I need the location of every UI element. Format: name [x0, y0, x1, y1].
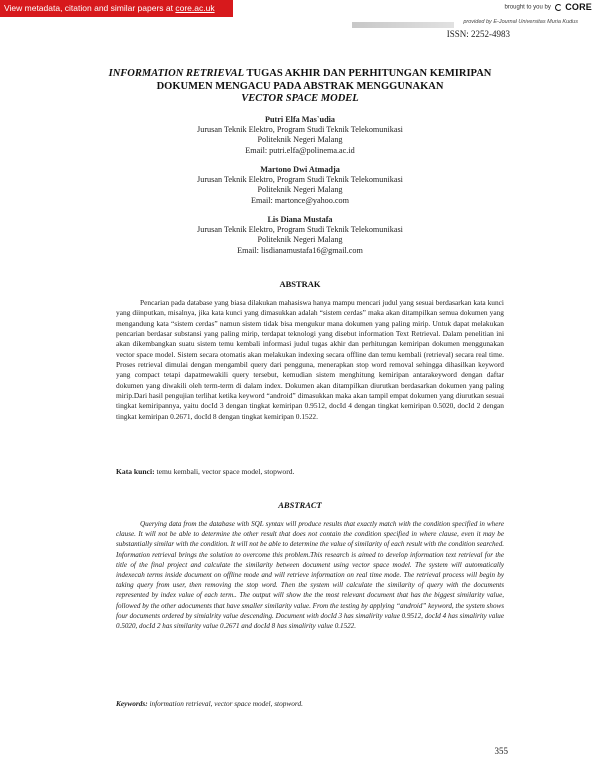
title-italic-2: VECTOR SPACE MODEL: [241, 93, 359, 104]
core-banner: [0, 0, 600, 20]
brought-by-text: brought to you by: [504, 4, 551, 11]
paper-title: [60, 68, 540, 106]
core-metadata-link[interactable]: [0, 0, 233, 17]
author-email: Email: putri.elfa@polinema.ac.id: [245, 145, 355, 155]
abstrak-heading: ABSTRAK: [279, 279, 321, 289]
core-metadata-text: View metadata, citation and similar papers at: [4, 3, 173, 13]
author-dept: Jurusan Teknik Elektro, Program Studi Teknik Telekomunikasi: [197, 225, 403, 235]
author-email: Email: martonce@yahoo.com: [250, 195, 350, 205]
author-name: Lis Diana Mustafa: [267, 215, 333, 224]
keywords-text: information retrieval, vector space model, stopword.: [149, 699, 303, 708]
author-name: Putri Elfa Mas`udia: [264, 115, 336, 124]
author-institution: Politeknik Negeri Malang: [257, 185, 343, 195]
title-line-1: [60, 68, 540, 81]
keywords-text: temu kembali, vector space model, stopword.: [156, 467, 295, 476]
abstrak-keywords: [116, 467, 504, 476]
author-name: Martono Dwi Atmadja: [260, 165, 340, 174]
author-block: [120, 115, 480, 156]
author-block: [120, 165, 480, 206]
author-dept: Jurusan Teknik Elektro, Program Studi Teknik Telekomunikasi: [197, 125, 403, 135]
core-brand[interactable]: [504, 2, 592, 12]
abstrak-text: Pencarian pada database yang biasa dilakukan mahasiswa hanya mampu mencari judul yang sesuai berdasarkan kata kunci yang diinputkan, misalnya, jika kata kunci yang dimasukkan adalah “sistem cerdas” maka akan ditampilkan semua dokumen yang mengandung kata “sistem cerdas” namun sistem tidak bisa mengukur mana dokumen yang paling mirip. Untuk dapat melakukan pencarian berdasar substansi yang paling mirip, terdapat teknologi yang disebut information Text Retrieval. Dalam penelitian ini akan dikembangkan suatu sistem temu kembali informasi judul tugas akhir dan perhitungan kemiripan dokumen menggunakan vector space model. Sistem secara otomatis akan melakukan indexing secara offline dan temu kembali (retrieval) secara real time. Proses retrieval dimulai dengan mengambil query dari pengguna, menerapkan stop word removal sehingga dihasilkan keyword yang compact tetapi dapatmewakili query tersebut, kemudian sistem menghitung kemiripan antarakeyword dengan daftar dokumen yang diwakili oleh term-term di dalam index. Dokumen akan ditampilkan diurutkan berdasarkan dokumen yang paling mirip.Dari hasil pengujian terlihat ketika keyword “android” dimasukkan maka akan tampil empat dokumen yang diurutkan sesuai tingkat kemiripannya, yaitu docId 3 dengan tingkat kemiripan 0.9512, docId 4 dengan tingkat kemiripan 0.5020, docId 2 dengan tingkat kemiripan 0.2671, docId 8 dengan tingkat kemiripan 0.1522.: [116, 298, 504, 421]
abstract-keywords: [116, 699, 504, 708]
keywords-label: Kata kunci:: [116, 467, 155, 476]
title-rest: TUGAS AKHIR DAN PERHITUNGAN KEMIRIPAN: [246, 68, 492, 79]
title-italic: INFORMATION RETRIEVAL: [108, 68, 245, 79]
core-label: CORE: [565, 2, 592, 12]
page-number: 355: [494, 746, 508, 756]
abstract-heading: ABSTRACT: [278, 500, 322, 510]
keywords-label: Keywords:: [116, 699, 148, 708]
author-institution: Politeknik Negeri Malang: [257, 235, 343, 245]
issn: ISSN: 2252-4983: [446, 29, 510, 39]
title-line-2: DOKUMEN MENGACU PADA ABSTRAK MENGGUNAKAN: [156, 80, 444, 92]
author-institution: Politeknik Negeri Malang: [257, 135, 343, 145]
author-email: Email: lisdianamustafa16@gmail.com: [237, 245, 363, 255]
core-logo-icon: [555, 4, 562, 11]
author-block: [120, 215, 480, 256]
abstrak-body: [116, 298, 504, 422]
core-link[interactable]: core.ac.uk: [175, 3, 215, 13]
abstract-body: [116, 519, 504, 631]
provided-by-text: provided by E-Journal Universitas Muria Kudus: [463, 19, 578, 25]
journal-header-cutoff: [352, 22, 454, 28]
author-dept: Jurusan Teknik Elektro, Program Studi Teknik Telekomunikasi: [197, 175, 403, 185]
abstract-text: Querying data from the database with SQL syntax will produce results that exactly match with the condition specified in where clause. It will not be able to determine the other result that does not contain the condition specified in where clause, even it may be substantially similar with the condition. It will not be able to determine the value of similarity of each result with the condition searched. Information retrieval brings the solution to overcome this problem.This research is aimed to develop information text retrieval for the title of the final project and calculate the similarity between document using vector space model. The system will automatically indexecah terms inside document on offline mode and will retrieve information on real time mode. The retrieval process will begin by taking query from user, then removing the stop word. Then the system will calculate the similarity of query with the documents represented by index value of each term.. The output will show the the most relevant document that has the biggest similarity value, followed by the other adocuments that have smaller similarity value. From the testing by applying “android” keyword, the system shows four documents ordered by simialrity value descending. Document with docId 3 has simalirity value 0.9512, docId 4 has simalirity value 0.5020, docId 2 has similarity value 0.2671 and docId 8 has simalirity value 0.1522.: [116, 520, 505, 631]
title-line-3: [60, 93, 540, 106]
